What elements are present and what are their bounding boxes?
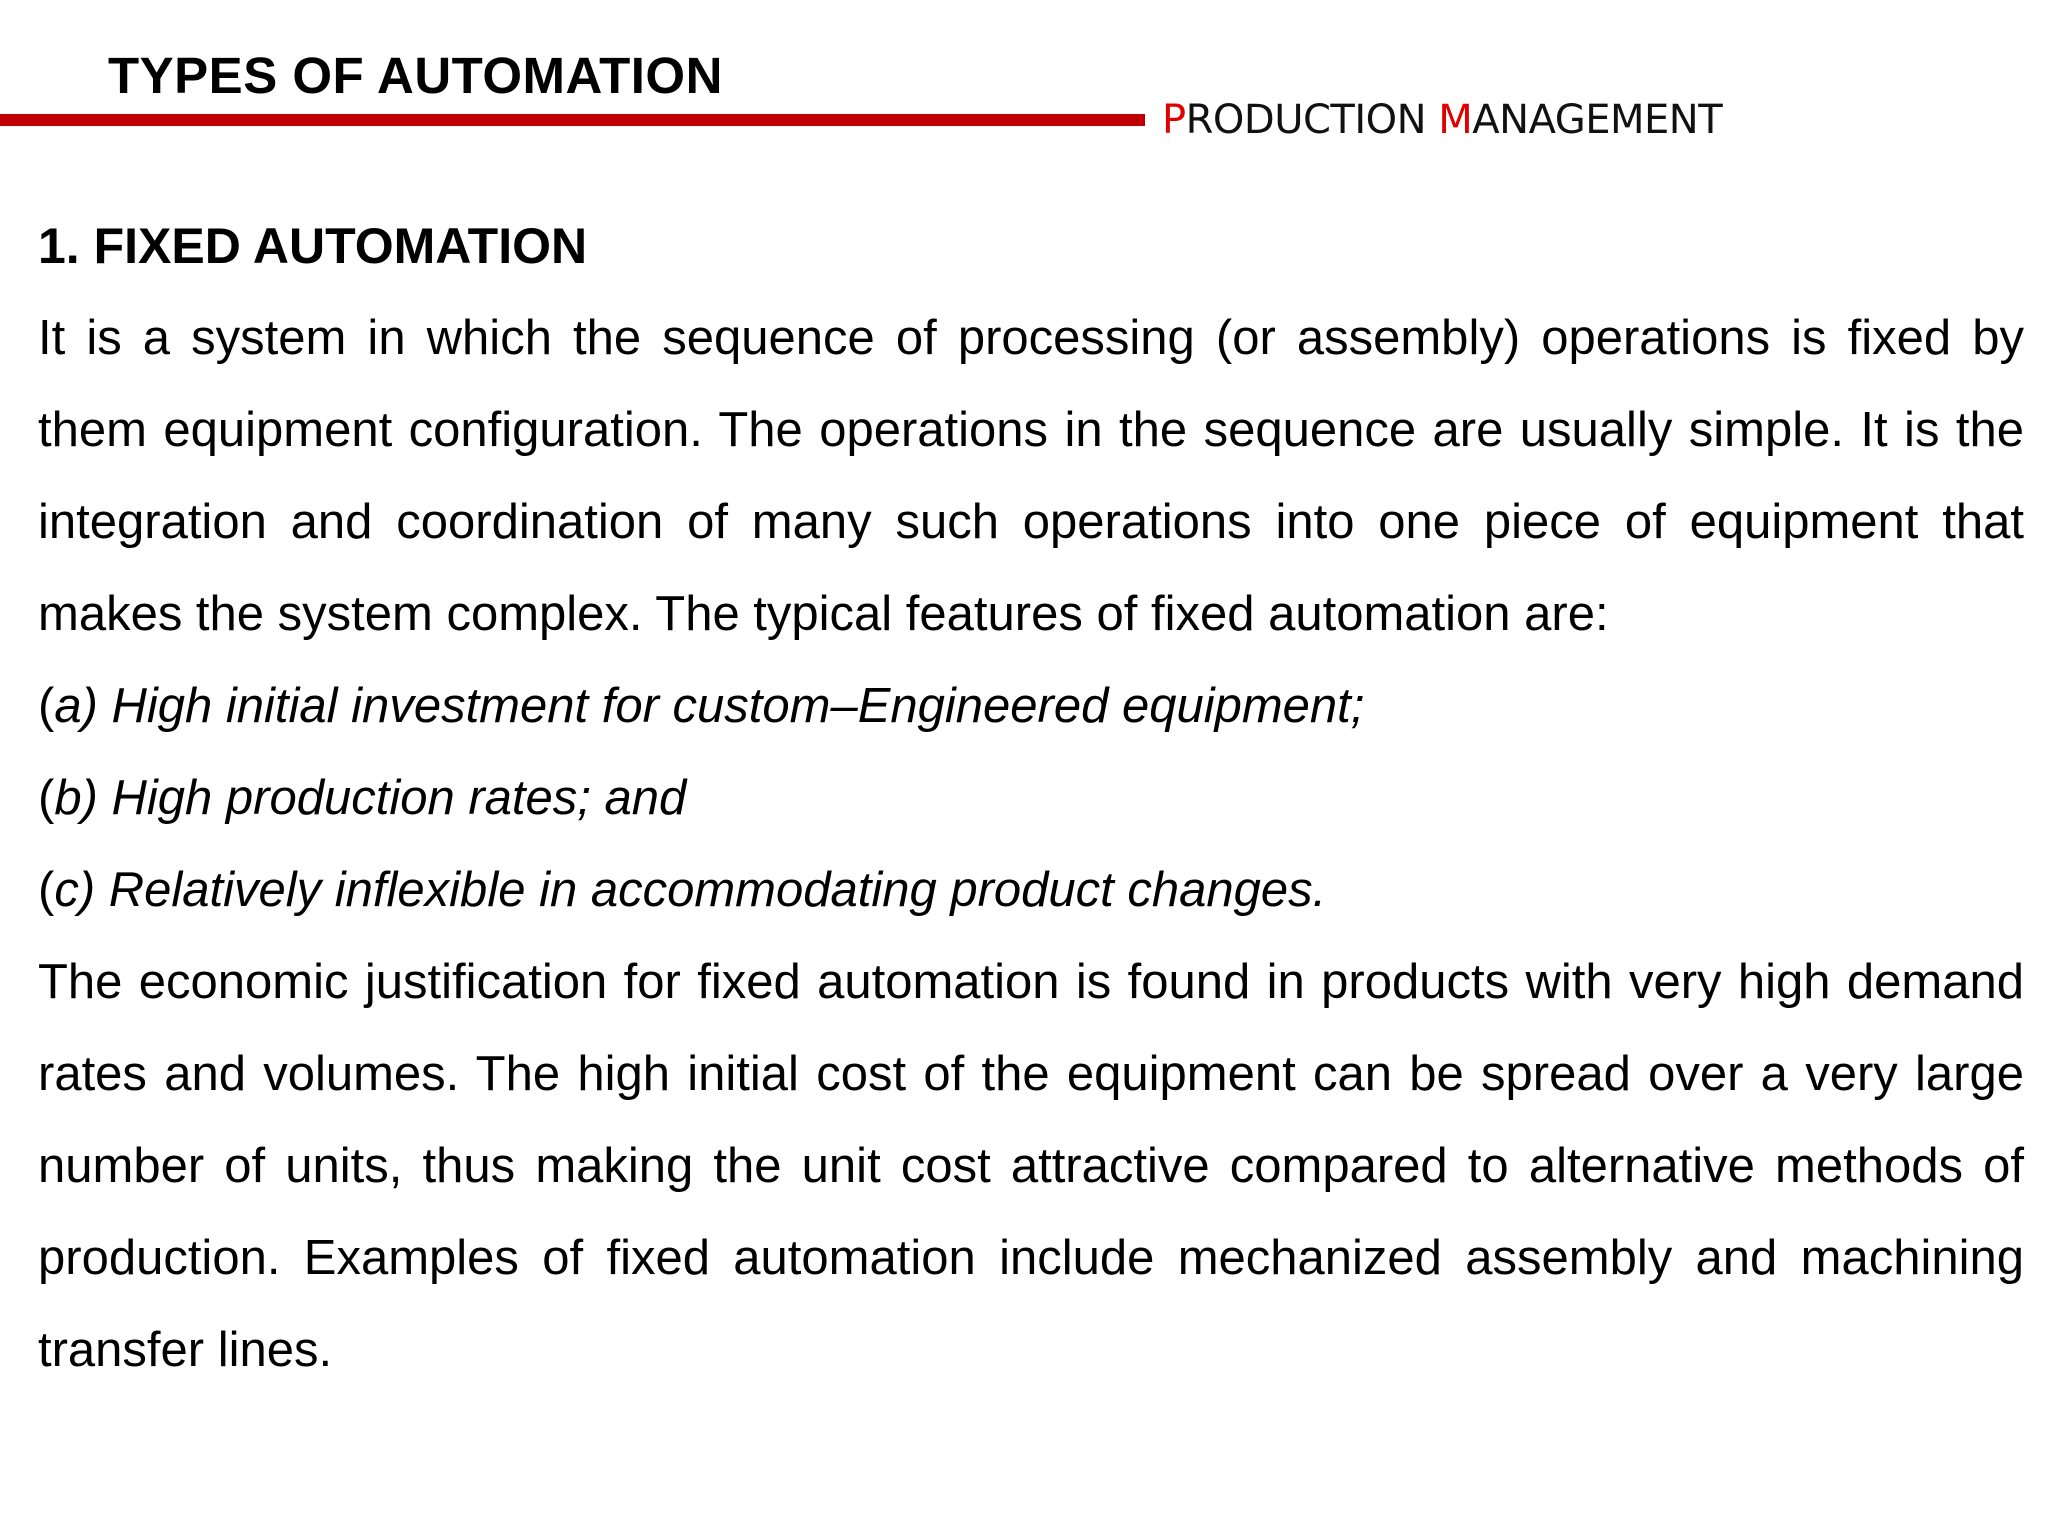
feature-item [38,844,2024,936]
intro-paragraph: It is a system in which the sequence of processing (or assembly) operations is fixed by them equipment configuration. The operations in the sequence are usually simple. It is the integration and coordination of many such operations into one piece of equipment that makes the system complex. The typical features of fixed automation are: [38,311,2024,641]
course-word-2: ANAGEMENT [1472,97,1723,143]
feature-item [38,660,2024,752]
section-heading: 1. FIXED AUTOMATION [38,218,588,274]
slide-content [38,200,2024,1396]
feature-paren: ( [38,863,55,917]
slide-title: TYPES OF AUTOMATION [108,47,723,104]
feature-paren: ( [38,771,55,825]
feature-text: c) Relatively inflexible in accommodating product changes. [54,863,1327,917]
course-name [1162,97,1722,143]
conclusion-paragraph: The economic justification for fixed automation is found in products with very high demand rates and volumes. The high initial cost of the equipment can be spread over a very large number of units, thus making the unit cost attractive compared to alternative methods of production. Examples of fixed automation include mechanized assembly and machining transfer lines. [38,955,2024,1377]
feature-text: b) High production rates; and [54,771,687,825]
course-initial-m: M [1438,97,1473,143]
feature-text: a) High initial investment for custom–Engineered equipment; [54,679,1365,733]
course-initial-p: P [1162,97,1186,143]
header-rule [0,114,1145,126]
feature-item [38,752,2024,844]
course-word-1: RODUCTION [1185,97,1427,143]
feature-paren: ( [38,679,55,733]
